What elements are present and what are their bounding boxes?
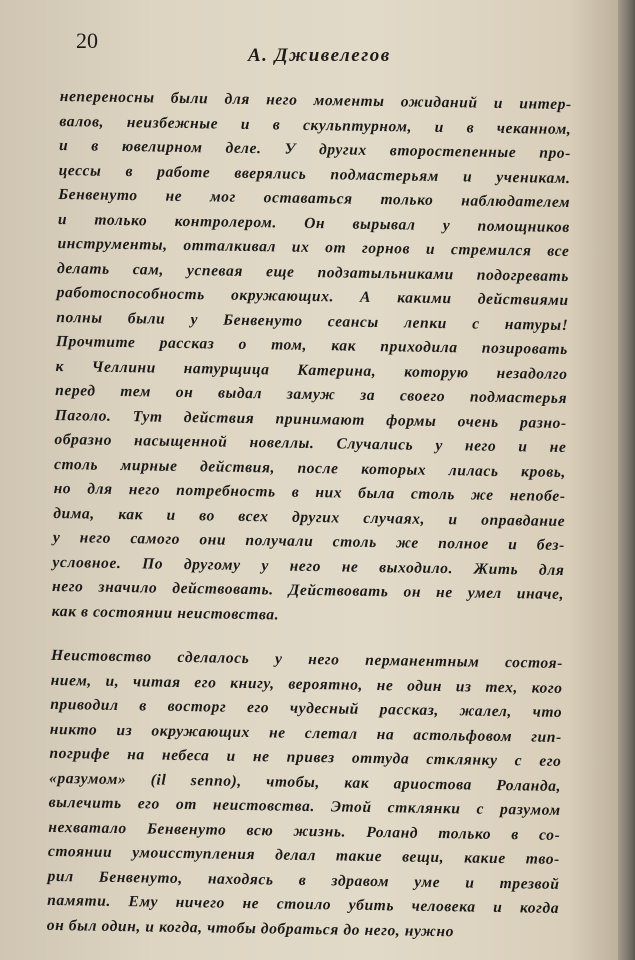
page-edge [618,0,635,960]
paragraph-2 [47,644,564,946]
text-line: Паголо. Тут действия принимают формы очень разно- [54,406,567,432]
text-line: никто из окружающих не слетал на астольфовом гип- [49,720,562,746]
text-line: полны были у Бенвенуто сеансы лепки с натуры! [56,308,569,334]
text-line: вылечить его от неистовства. Этой стклянки с разумом [48,793,561,819]
text-line: Прочтите рассказ о том, как приходила позировать [55,332,569,359]
text-line: валов, неизбежные и в скульптурном, и в чеканном, [59,112,572,138]
text-line: погрифе на небеса и не привез оттуда стклянку с его [49,744,562,770]
text-line: работоспособность окружающих. А какими действиями [56,283,569,310]
text-line: как в состоянии неистовства. [51,602,280,624]
text-line: него значило действовать. Действовать он не умел иначе, [51,577,565,603]
text-line: но для него потребность в них была столь же непобе- [53,479,566,505]
text-line: и в ювелирном деле. У других второстепенные про- [58,136,572,163]
text-line: стоянии умоисступления делал такие вещи, какие тво- [47,842,561,868]
text-line: и только контролером. Он вырывал у помощников [57,210,570,236]
text-line: условное. По другому у него не выходило. Жить для [52,553,565,579]
text-line: к Челлини натурщица Катерина, которую незадолго [55,357,568,383]
text-line: Бенвенуто не мог оставаться только наблюдателем [58,185,571,212]
text-line: делать сам, успевая еще подзатыльниками подогревать [56,259,570,285]
page-number: 20 [76,28,98,53]
text-line: дима, как и во всех других случаях, и оправдание [53,504,566,530]
text-line: перед тем он выдал замуж за своего подмастерья [55,381,568,408]
text-line: у него самого они получали столь же полное и без- [52,528,565,554]
text-line: цессы в работе вверялись подмастерьям и ученикам. [58,161,571,187]
text-body [47,85,572,946]
text-line: приводил в восторг его чудесный рассказ, жалел, что [50,695,563,721]
text-line: нехватало Бенвенуто всю жизнь. Роланд только в со- [48,818,561,844]
text-line: инструменты, отталкивал их от горнов и стремился все [57,234,570,261]
text-line: образно насыщенной новеллы. Случались у него и не [54,430,567,456]
text-line: столь мирные действия, после которых лилась кровь, [53,455,567,481]
text-line: рил Бенвенуто, находясь в здравом уме и трезвой [47,867,560,893]
text-line: неперeносны были для него моменты ожиданий и интер- [59,87,572,114]
running-head-author: А. Дживелегов [248,45,391,66]
text-line: он был один, и когда, чтобы добраться до него, нужно [46,916,455,940]
paragraph-1 [52,85,572,632]
text-line: «разумом» (il senno), чтобы, как ариостова Роланда, [48,769,562,795]
text-line: памяти. Ему ничего не стоило убить человека и когда [47,891,560,917]
text-line: нием, и, читая его книгу, вероятно, не один из тех, кого [50,671,563,697]
text-line: Неистовство сделалось у него перманентным состоя- [50,646,564,672]
